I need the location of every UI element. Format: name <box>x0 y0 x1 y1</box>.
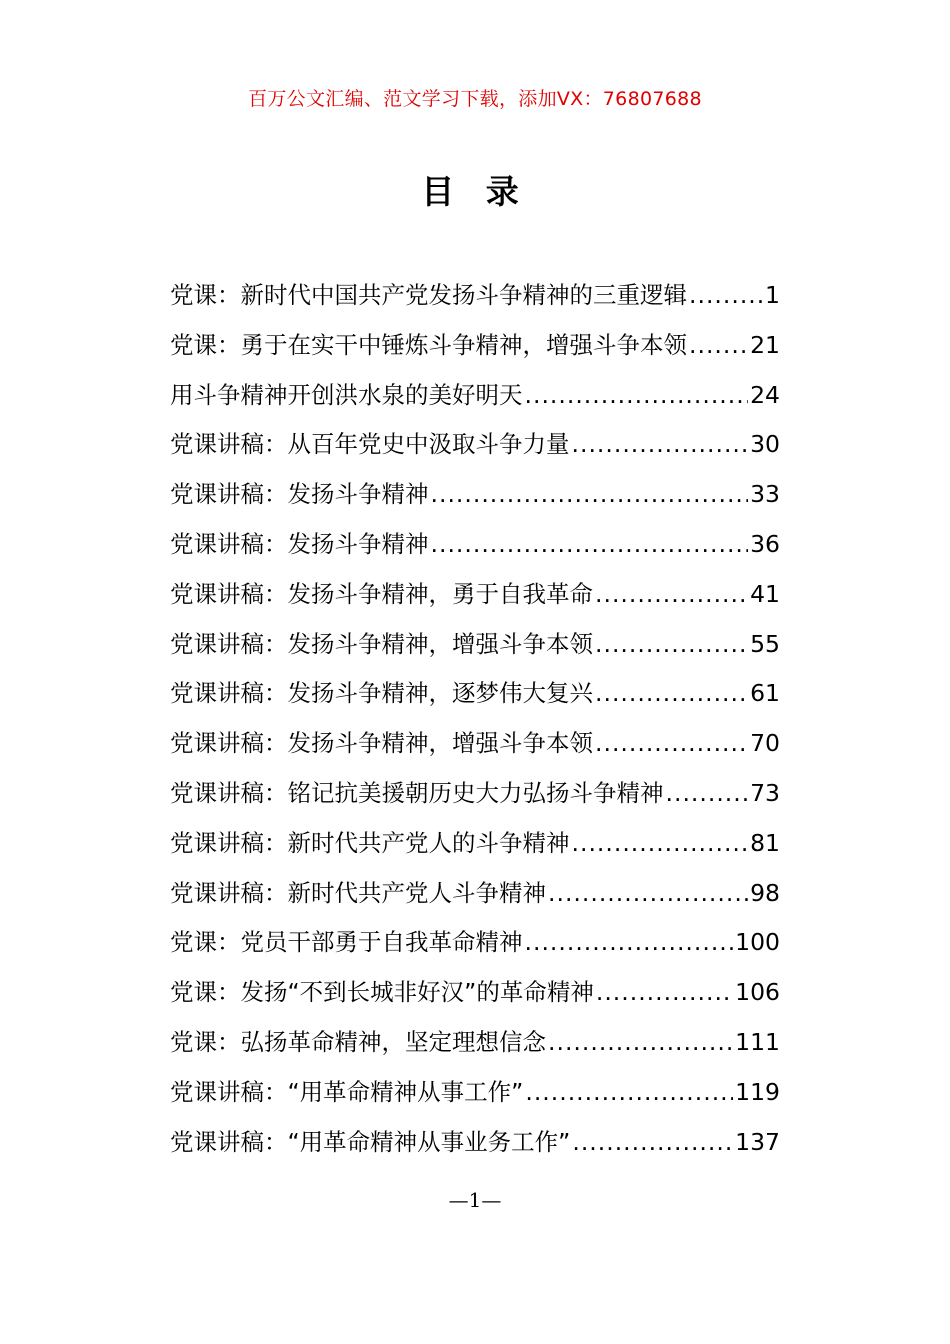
toc-leader-dots <box>525 920 734 964</box>
toc-entry-title: 党课讲稿：发扬斗争精神，增强斗争本领 <box>170 629 593 658</box>
page-number: —1— <box>448 1188 502 1212</box>
toc-leader-dots <box>525 373 749 417</box>
toc-entry-page: 70 <box>750 729 780 758</box>
toc-leader-dots <box>548 871 748 915</box>
toc-entry-title: 党课讲稿：发扬斗争精神，增强斗争本领 <box>170 729 593 758</box>
toc-entry[interactable] <box>170 1120 780 1170</box>
toc-entry-page: 81 <box>750 828 780 857</box>
toc-entry-page: 41 <box>750 579 780 608</box>
toc-entry[interactable] <box>170 1070 780 1120</box>
toc-entry-page: 30 <box>750 430 780 459</box>
toc-entry-title: 党课讲稿：发扬斗争精神 <box>170 529 429 558</box>
toc-entry-title: 党课讲稿：铭记抗美援朝历史大力弘扬斗争精神 <box>170 778 664 807</box>
toc-entry-title: 党课：党员干部勇于自我革命精神 <box>170 928 523 957</box>
toc-entry[interactable] <box>170 273 780 323</box>
toc-entry-title: 党课：发扬“不到长城非好汉”的革命精神 <box>170 978 594 1007</box>
toc-entry-title: 党课讲稿：从百年党史中汲取斗争力量 <box>170 430 570 459</box>
toc-entry-title: 党课：新时代中国共产党发扬斗争精神的三重逻辑 <box>170 281 687 309</box>
toc-leader-dots <box>595 671 748 715</box>
toc-entry[interactable] <box>170 920 780 970</box>
toc-entry-page: 61 <box>750 679 780 708</box>
toc-entry-page: 33 <box>750 480 780 509</box>
toc-entry[interactable] <box>170 671 780 721</box>
toc-entry[interactable] <box>170 821 780 871</box>
toc-entry[interactable] <box>170 323 780 373</box>
toc-entry-page: 21 <box>750 330 780 359</box>
toc-leader-dots <box>431 522 749 566</box>
toc-entry[interactable] <box>170 422 780 472</box>
toc-entry-page: 119 <box>735 1077 780 1106</box>
table-of-contents <box>170 273 780 1169</box>
toc-entry-page: 111 <box>735 1027 780 1056</box>
toc-entry-title: 用斗争精神开创洪水泉的美好明天 <box>170 380 523 409</box>
toc-entry-page: 137 <box>735 1127 780 1156</box>
toc-entry-title: 党课讲稿：“用革命精神从事业务工作” <box>170 1127 571 1156</box>
toc-entry-page: 73 <box>750 778 780 807</box>
toc-entry-page: 106 <box>735 978 780 1007</box>
toc-entry-page: 98 <box>750 878 780 907</box>
toc-leader-dots <box>525 1070 733 1114</box>
toc-leader-dots <box>431 472 749 516</box>
toc-leader-dots <box>596 970 733 1014</box>
toc-entry-title: 党课讲稿：新时代共产党人斗争精神 <box>170 878 546 907</box>
toc-leader-dots <box>689 323 748 367</box>
toc-entry[interactable] <box>170 572 780 622</box>
toc-entry-page: 36 <box>750 529 780 558</box>
toc-entry[interactable] <box>170 472 780 522</box>
toc-entry-page: 100 <box>735 928 780 957</box>
toc-entry[interactable] <box>170 970 780 1020</box>
toc-leader-dots <box>572 821 749 865</box>
toc-leader-dots <box>572 422 749 466</box>
toc-entry-title: 党课：勇于在实干中锤炼斗争精神，增强斗争本领 <box>170 330 687 359</box>
toc-entry[interactable] <box>170 771 780 821</box>
toc-entry[interactable] <box>170 871 780 921</box>
toc-leader-dots <box>595 721 748 765</box>
page-title: 目 录 <box>421 172 529 211</box>
toc-entry-title: 党课讲稿：“用革命精神从事工作” <box>170 1077 524 1106</box>
toc-leader-dots <box>595 572 748 616</box>
toc-entry-page: 55 <box>750 629 780 658</box>
toc-entry-title: 党课讲稿：发扬斗争精神，逐梦伟大复兴 <box>170 679 593 708</box>
toc-entry-title: 党课：弘扬革命精神，坚定理想信念 <box>170 1027 546 1056</box>
toc-entry[interactable] <box>170 522 780 572</box>
toc-entry-title: 党课讲稿：新时代共产党人的斗争精神 <box>170 828 570 857</box>
watermark-header-note: 百万公文汇编、范文学习下载，添加VX：76807688 <box>248 88 702 110</box>
toc-leader-dots <box>595 622 748 666</box>
toc-leader-dots <box>548 1020 733 1064</box>
toc-entry[interactable] <box>170 1020 780 1070</box>
toc-leader-dots <box>689 273 763 317</box>
toc-entry-page: 1 <box>765 281 780 309</box>
toc-entry-title: 党课讲稿：发扬斗争精神 <box>170 480 429 509</box>
toc-leader-dots <box>572 1120 733 1164</box>
toc-leader-dots <box>666 771 749 815</box>
toc-entry-title: 党课讲稿：发扬斗争精神，勇于自我革命 <box>170 579 593 608</box>
toc-entry[interactable] <box>170 622 780 672</box>
toc-entry[interactable] <box>170 721 780 771</box>
toc-entry[interactable] <box>170 373 780 423</box>
toc-entry-page: 24 <box>750 380 780 409</box>
